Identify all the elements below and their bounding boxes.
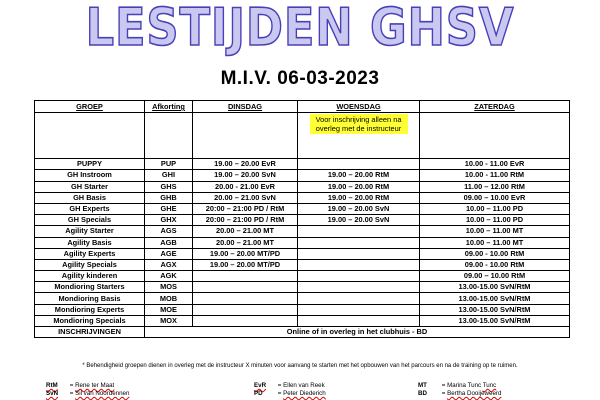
woensdag-time: 19.00 – 20.00 RtM <box>298 170 420 181</box>
zaterdag-time: 10.00 - 11.00 EvR <box>420 159 570 170</box>
header-zaterdag: ZATERDAG <box>420 101 570 113</box>
page-title: LESTIJDEN GHSV <box>85 0 515 58</box>
zaterdag-time: 09.00 – 10.00 EvR <box>420 192 570 203</box>
dinsdag-time: 20.00 – 21.00 MT <box>193 226 298 237</box>
table-row <box>35 215 570 226</box>
legend-item: MT = Marina Tunc Tunc <box>418 382 497 389</box>
zaterdag-time: 13.00-15.00 SvN/RtM <box>420 315 570 326</box>
group-name: Mondioring Starters <box>35 282 145 293</box>
group-abbr: MOX <box>145 315 193 326</box>
zaterdag-time: 10.00 – 11.00 PD <box>420 203 570 214</box>
dinsdag-time <box>193 271 298 282</box>
group-name: Agility Experts <box>35 248 145 259</box>
zaterdag-time: 09.00 - 10.00 RtM <box>420 248 570 259</box>
group-abbr: PUP <box>145 159 193 170</box>
table-row <box>35 259 570 270</box>
table-row <box>35 181 570 192</box>
woensdag-note-cell <box>298 113 420 159</box>
woensdag-time <box>298 159 420 170</box>
dinsdag-time: 19.00 – 20.00 MT/PD <box>193 259 298 270</box>
dinsdag-time <box>193 304 298 315</box>
table-row <box>35 203 570 214</box>
dinsdag-time: 19.00 – 20.00 SvN <box>193 170 298 181</box>
spacer-cell <box>145 113 193 159</box>
legend-col-2 <box>254 382 326 398</box>
zaterdag-time: 10.00 – 11.00 PD <box>420 215 570 226</box>
zaterdag-time: 13.00-15.00 SvN/RtM <box>420 293 570 304</box>
group-abbr: MOB <box>145 293 193 304</box>
dinsdag-time: 19.00 – 20.00 EvR <box>193 159 298 170</box>
legend-col-1 <box>46 382 129 398</box>
group-name: Agility Specials <box>35 259 145 270</box>
woensdag-note: Voor inschrijving alleen na overleg met de instructeur <box>310 114 408 134</box>
group-name: Agility kinderen <box>35 271 145 282</box>
note-row <box>35 113 570 159</box>
table-row <box>35 315 570 326</box>
dinsdag-time <box>193 282 298 293</box>
woensdag-time <box>298 259 420 270</box>
table-row <box>35 170 570 181</box>
effective-date: M.I.V. 06-03-2023 <box>220 68 380 89</box>
woensdag-time <box>298 293 420 304</box>
legend-item: RtM = Rene ter Maat <box>46 382 115 389</box>
group-name: GH Experts <box>35 203 145 214</box>
woensdag-time: 19.00 – 20.00 RtM <box>298 181 420 192</box>
table-row <box>35 248 570 259</box>
zaterdag-time: 10.00 - 11.00 RtM <box>420 170 570 181</box>
zaterdag-time: 09.00 – 10.00 RtM <box>420 271 570 282</box>
dinsdag-time: 20.00 – 21.00 MT <box>193 237 298 248</box>
table-row <box>35 159 570 170</box>
group-abbr: AGS <box>145 226 193 237</box>
inschrijvingen-label: INSCHRIJVINGEN <box>35 327 145 338</box>
zaterdag-time: 10.00 – 11.00 MT <box>420 237 570 248</box>
woensdag-time: 19.00 – 20.00 SvN <box>298 215 420 226</box>
group-name: GH Specials <box>35 215 145 226</box>
table-row <box>35 293 570 304</box>
group-abbr: GHB <box>145 192 193 203</box>
header-afkorting: Afkorting <box>145 101 193 113</box>
group-abbr: GHX <box>145 215 193 226</box>
spacer-cell <box>35 113 145 159</box>
dinsdag-time <box>193 315 298 326</box>
schedule-table <box>34 100 570 338</box>
dinsdag-time: 20:00 – 21:00 PD / RtM <box>193 203 298 214</box>
group-abbr: AGK <box>145 271 193 282</box>
group-abbr: AGX <box>145 259 193 270</box>
legend-item: SvN = Sil van Noordennen <box>46 390 130 397</box>
legend-item: PD = Peter Diederich <box>254 390 326 397</box>
group-abbr: AGB <box>145 237 193 248</box>
spacer-cell <box>420 113 570 159</box>
table-row <box>35 271 570 282</box>
dinsdag-time: 20.00 - 21.00 EvR <box>193 181 298 192</box>
woensdag-time: 19.00 – 20.00 RtM <box>298 192 420 203</box>
woensdag-time <box>298 271 420 282</box>
group-name: Mondioring Experts <box>35 304 145 315</box>
zaterdag-time: 13.00-15.00 SvN/RtM <box>420 304 570 315</box>
dinsdag-time: 19.00 – 20.00 MT/PD <box>193 248 298 259</box>
woensdag-time <box>298 282 420 293</box>
group-name: PUPPY <box>35 159 145 170</box>
group-abbr: MOE <box>145 304 193 315</box>
table-row <box>35 304 570 315</box>
legend-item: BD = Bertha Dooijeweerd <box>418 390 502 397</box>
footnote: * Behendigheid groepen dienen in overleg met de instructeur X minuten voor aanvang te starten met het opbouwen van het parcours en na de training op te ruimen. <box>82 363 518 369</box>
inschrijvingen-text: Online of in overleg in het clubhuis - BD <box>145 327 570 338</box>
zaterdag-time: 09.00 - 10.00 RtM <box>420 259 570 270</box>
group-abbr: GHS <box>145 181 193 192</box>
zaterdag-time: 13.00-15.00 SvN/RtM <box>420 282 570 293</box>
woensdag-time <box>298 226 420 237</box>
group-name: Mondioring Basis <box>35 293 145 304</box>
header-woensdag: WOENSDAG <box>298 101 420 113</box>
header-row <box>35 101 570 113</box>
zaterdag-time: 10.00 – 11.00 MT <box>420 226 570 237</box>
legend-item: EvR = Ellen van Reek <box>254 382 325 389</box>
woensdag-time <box>298 248 420 259</box>
dinsdag-time: 20.00 – 21.00 SvN <box>193 192 298 203</box>
inschrijvingen-row <box>35 327 570 338</box>
group-abbr: GHI <box>145 170 193 181</box>
table-row <box>35 192 570 203</box>
dinsdag-time <box>193 293 298 304</box>
table-row <box>35 237 570 248</box>
group-name: GH Basis <box>35 192 145 203</box>
group-name: Mondioring Specials <box>35 315 145 326</box>
group-name: GH Starter <box>35 181 145 192</box>
header-dinsdag: DINSDAG <box>193 101 298 113</box>
header-groep: GROEP <box>35 101 145 113</box>
woensdag-time <box>298 315 420 326</box>
table-row <box>35 282 570 293</box>
dinsdag-time: 20:00 – 21:00 PD / RtM <box>193 215 298 226</box>
legend-col-3 <box>418 382 501 398</box>
spacer-cell <box>193 113 298 159</box>
group-name: Agility Starter <box>35 226 145 237</box>
woensdag-time <box>298 237 420 248</box>
group-abbr: MOS <box>145 282 193 293</box>
table-row <box>35 226 570 237</box>
group-name: GH Instroom <box>35 170 145 181</box>
group-abbr: GHE <box>145 203 193 214</box>
woensdag-time: 19.00 – 20.00 SvN <box>298 203 420 214</box>
zaterdag-time: 11.00 – 12.00 RtM <box>420 181 570 192</box>
group-abbr: AGE <box>145 248 193 259</box>
woensdag-time <box>298 304 420 315</box>
group-name: Agility Basis <box>35 237 145 248</box>
